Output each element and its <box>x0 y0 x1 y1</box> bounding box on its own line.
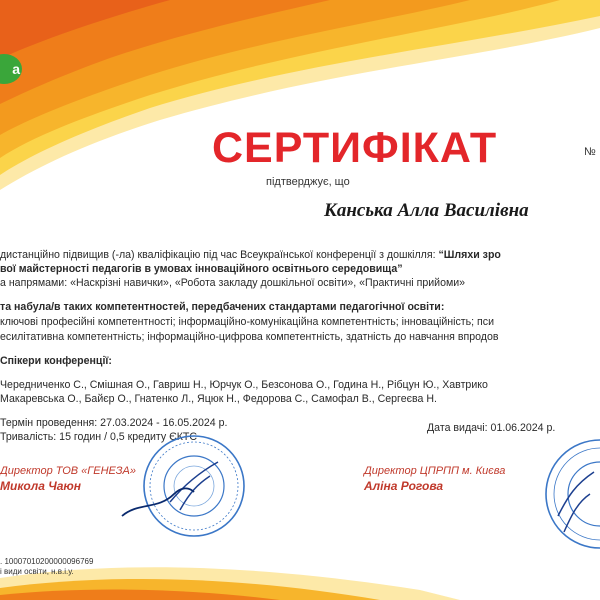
term-text: Термін проведення: 27.03.2024 - 16.05.2024 р. <box>0 417 228 429</box>
body-line-1-prefix: дистанційно підвищив (-ла) кваліфікацію під час Всеукраїнської конференції з дошкілля: <box>0 249 439 261</box>
confirms-text: підтверджує, що <box>266 176 350 188</box>
recipient-name: Канська Алла Василівна <box>324 200 529 221</box>
geneza-logo <box>0 54 22 84</box>
competences-line-2: есилітативна компетентність; інформаційно-цифрова компетентність, здатність до навчання впродов <box>0 331 499 343</box>
speakers-line-1: Чередниченко С., Смішная О., Гавриш Н., Юрчук О., Безсонова О., Година Н., Рібцун Ю., Хавтрико <box>0 379 488 391</box>
footer-registry-number: . 10007010200000096769 <box>0 557 94 566</box>
duration-text: Тривалість: 15 годин / 0,5 кредиту ЄКТС <box>0 431 198 443</box>
footer-education-type: і види освіти, н.в.і.у. <box>0 567 74 576</box>
logo-text: a <box>12 61 20 77</box>
conference-title-end: вої майстерності педагогів в умовах інноваційного освітнього середовища” <box>0 263 403 275</box>
competences-heading: та набула/в таких компетентностей, передбачених стандартами педагогічної освіти: <box>0 301 445 313</box>
certificate-title: СЕРТИФІКАТ <box>212 124 498 172</box>
certificate-number-sign: № <box>584 146 596 158</box>
issue-date-text: Дата видачі: 01.06.2024 р. <box>427 422 556 434</box>
right-signatory-role: Директор ЦПРПП м. Києва <box>364 465 506 477</box>
directions-line: а напрямами: «Наскрізні навички», «Робота закладу дошкільної освіти», «Практичні прийоми» <box>0 277 466 289</box>
director-signature-mark <box>118 482 198 522</box>
right-signatory-name: Аліна Рогова <box>364 479 444 493</box>
competences-line-1: ключові професійні компетентності; інформаційно-комунікаційна компетентність; інноваційність; пси <box>0 316 494 328</box>
left-signatory-role: Директор ТОВ «ГЕНЕЗА» <box>0 465 136 477</box>
right-stamp-seal <box>538 436 600 552</box>
left-signatory-name: Микола Чаюн <box>0 479 82 493</box>
speakers-heading: Спікери конференції: <box>0 355 112 367</box>
body-line-1 <box>0 249 501 261</box>
conference-title-start: “Шляхи зро <box>438 249 501 261</box>
speakers-line-2: Макаревська О., Байєр О., Гнатенко Л., Яцюк Н., Федорова С., Самофал В., Сергеєва Н. <box>0 393 437 405</box>
